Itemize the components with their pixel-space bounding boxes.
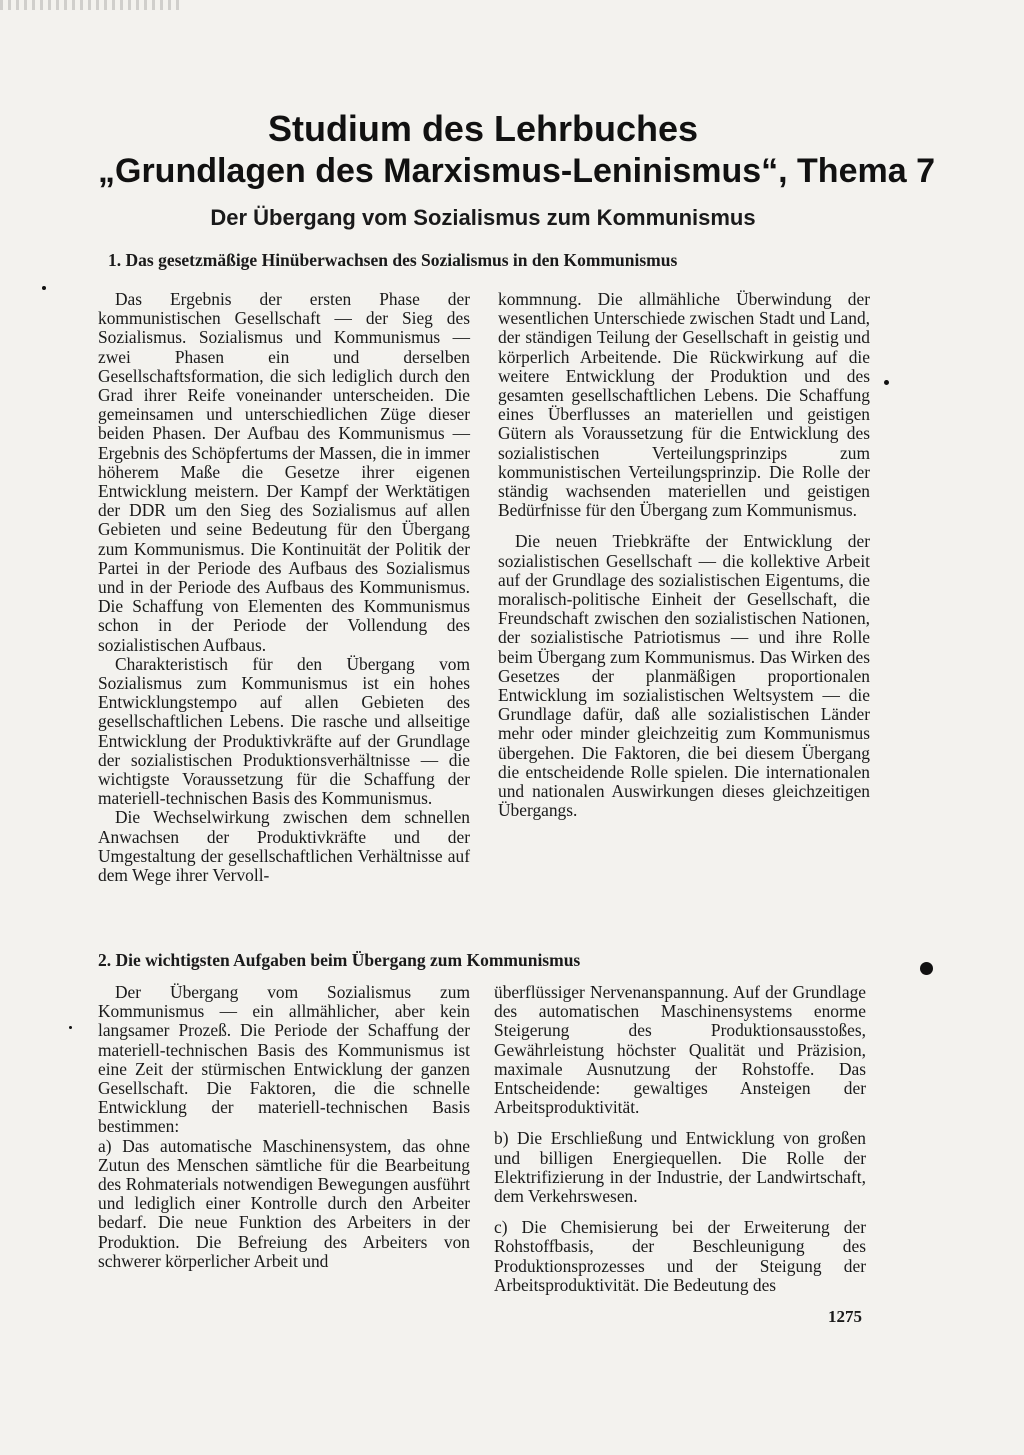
- section-2-heading: 2. Die wichtigsten Aufgaben beim Übergang zum Kommunismus: [98, 950, 581, 970]
- page-title: Studium des Lehrbuches: [267, 108, 699, 149]
- list-item: b) Die Erschließung und Entwicklung von großen und billigen Energiequellen. Die Rolle der Elektrifizierung in der Industrie, der Landwirtschaft, dem Verkehrswesen.: [494, 1128, 866, 1207]
- section-2-right-column: [494, 983, 866, 1295]
- paragraph: kommnung. Die allmähliche Überwindung der wesentlichen Unterschiede zwischen Stadt und Land, der ständigen Teilung der Gesellschaft in geistig und körperlich Arbeitende. Die Rückwirkung auf die weitere Entwicklung der Produktion und des gesamten gesellschaftlichen Lebens. Die Schaffung eines Überflusses an materiellen und geistigen Gütern als Voraussetzung für die Entwicklung des sozialistischen Verteilungsprinzips zum kommunistischen Verteilungsprinzip. Die Rolle der ständig wachsenden materiellen und geistigen Bedürfnisse für den Übergang zum Kommunismus.: [498, 289, 870, 521]
- paragraph: Das Ergebnis der ersten Phase der kommunistischen Gesellschaft — der Sieg des Sozialismus. Sozialismus und Kommunismus — zwei Phasen ein und derselben Gesellschaftsformation, die sich lediglich durch den Grad ihrer Reife voneinander unterscheiden. Die gemeinsamen und unterschiedlichen Züge dieser beiden Phasen. Der Aufbau des Kommunismus — Ergebnis des Schöpfertums der Massen, die in immer höherem Maße die Gesetze ihrer eigenen Entwicklung meistern. Der Kampf der Werktätigen der DDR um den Sieg des Sozialismus auf allen Gebieten und seine Bedeutung für den Übergang zum Kommunismus. Die Kontinuität der Politik der Partei in der Periode des Aufbaus des Sozialismus und in der Periode des Aufbaus des Kommunismus. Die Schaffung von Elementen des Kommunismus schon in der Periode der Vollendung des sozialistischen Aufbaus.: [98, 289, 470, 655]
- ink-dot: [42, 286, 46, 290]
- chapter-subtitle: Der Übergang vom Sozialismus zum Kommunismus: [210, 205, 756, 230]
- paragraph: überflüssiger Nervenanspannung. Auf der Grundlage des automatischen Maschinensystems enorme Steigerung des Produktionsausstoßes, Gewährleistung höchster Qualität und Präzision, maximale Ausnutzung der Rohstoffe. Das Entscheidende: gewaltiges Ansteigen der Arbeitsproduktivität.: [494, 982, 866, 1118]
- paragraph: Charakteristisch für den Übergang vom Sozialismus zum Kommunismus ist ein hohes Entwicklungstempo auf allen Gebieten des gesellschaftlichen Lebens. Die rasche und allseitige Entwicklung der Produktivkräfte auf der Grundlage der sozialistischen Produktionsverhältnisse — die wichtigste Voraussetzung für die Schaffung der materiell-technischen Basis des Kommunismus.: [98, 653, 470, 809]
- ink-dot: [884, 380, 889, 385]
- scan-smudge: [0, 0, 180, 10]
- ink-dot: [69, 1026, 72, 1029]
- paragraph: Die neuen Triebkräfte der Entwicklung der sozialistischen Gesellschaft — die kollektive Arbeit auf der Grundlage des sozialistischen Eigentums, die moralisch-politische Einheit der Gesellschaft, die Freundschaft zwischen den sozialistischen Nationen, der sozialistische Patriotismus — und ihre Rolle beim Übergang zum Kommunismus. Das Wirken des Gesetzes der planmäßigen proportionalen Entwicklung im sozialistischen Weltsystem — die Grundlage dafür, daß alle sozialistischen Länder mehr oder minder gleichzeitig zum Kommunismus übergehen. Die Faktoren, die bei diesem Übergang die entscheidende Rolle spielen. Die internationalen und nationalen Auswirkungen dieses gleichzeitigen Übergangs.: [498, 531, 870, 821]
- section-2-left-column: [98, 983, 470, 1271]
- section-1-heading: 1. Das gesetzmäßige Hinüberwachsen des Sozialismus in den Kommunismus: [108, 250, 678, 270]
- section-1-right-column: [498, 290, 870, 820]
- page-title-line2: „Grundlagen des Marxismus-Leninismus“, Thema 7: [98, 152, 935, 190]
- paragraph: Die Wechselwirkung zwischen dem schnellen Anwachsen der Produktivkräfte und der Umgestaltung der gesellschaftlichen Verhältnisse auf dem Wege ihrer Vervoll-: [98, 807, 470, 886]
- list-item: a) Das automatische Maschinensystem, das ohne Zutun des Menschen sämtliche für die Bearbeitung des Rohmaterials notwendigen Bewegungen ausführt und lediglich einer Kontrolle durch den Arbeiter bedarf. Die neue Funktion des Arbeiters in der Produktion. Die Befreiung des Arbeiters von schwerer körperlicher Arbeit und: [98, 1135, 470, 1271]
- list-item: c) Die Chemisierung bei der Erweiterung der Rohstoffbasis, der Beschleunigung des Produktionsprozesses und der Steigung der Arbeitsproduktivität. Die Bedeutung des: [494, 1217, 866, 1295]
- page-number: 1275: [828, 1307, 862, 1326]
- paragraph: Der Übergang vom Sozialismus zum Kommunismus — ein allmählicher, aber kein langsamer Prozeß. Die Periode der Schaffung der materiell-technischen Basis des Kommunismus ist eine Zeit der stürmischen Entwicklung der ganzen Gesellschaft. Die Faktoren, die die schnelle Entwicklung der materiell-technischen Basis bestimmen:: [98, 982, 470, 1137]
- section-1-left-column: [98, 290, 470, 885]
- ink-dot: [920, 962, 933, 975]
